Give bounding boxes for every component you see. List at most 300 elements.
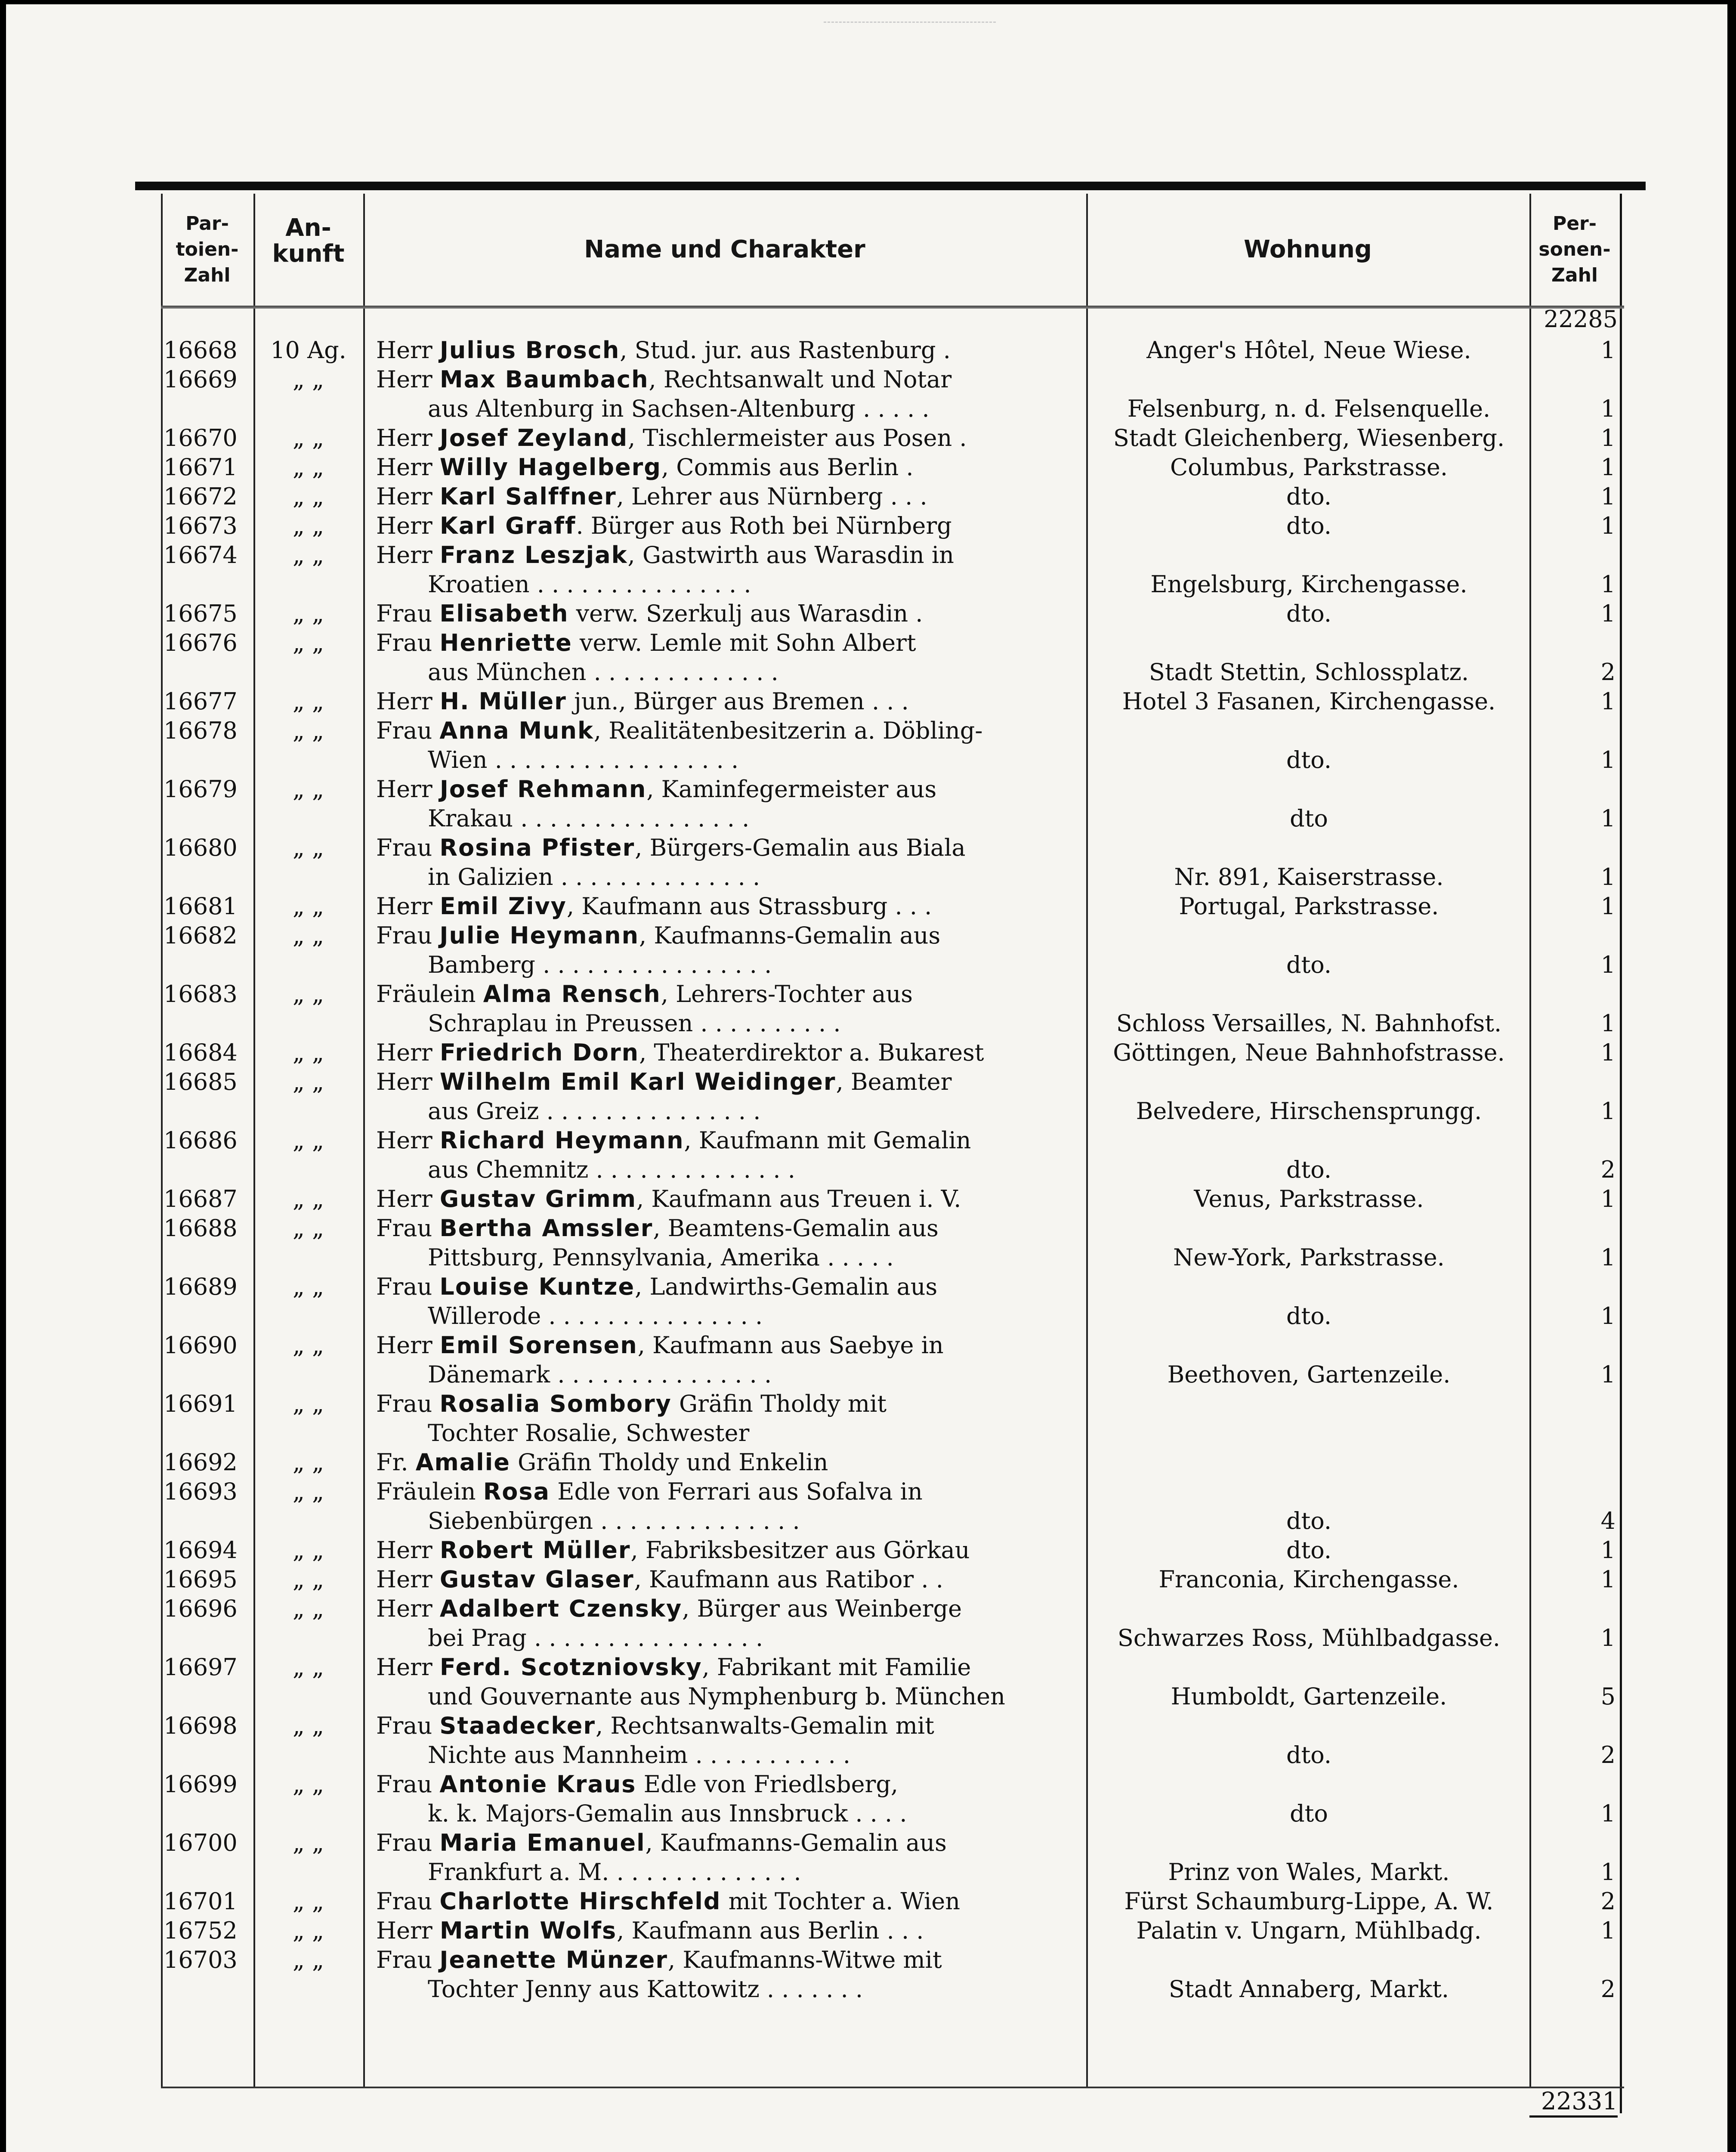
person-count: 1 bbox=[1600, 424, 1616, 451]
arrival-date: „ „ bbox=[292, 454, 324, 481]
name-line-1 bbox=[376, 424, 1086, 453]
name-line-1 bbox=[376, 1331, 1086, 1360]
title: Herr bbox=[376, 1332, 440, 1359]
entry-number: 16700 bbox=[164, 1829, 238, 1856]
title: Herr bbox=[376, 1039, 440, 1066]
table-row bbox=[161, 1565, 1641, 1594]
description: , Tischlermeister aus Posen . bbox=[628, 424, 967, 451]
entry-number: 16703 bbox=[164, 1946, 238, 1973]
description: Gräfin Tholdy mit bbox=[671, 1390, 887, 1417]
table-row bbox=[161, 1067, 1641, 1126]
description: , Kaufmanns-Gemalin aus bbox=[639, 922, 941, 949]
entry-number: 16671 bbox=[164, 454, 238, 481]
table-row bbox=[161, 1653, 1641, 1711]
description: , Kaminfegermeister aus bbox=[646, 776, 937, 803]
name-and-character bbox=[363, 1536, 1086, 1565]
entry-number: 16693 bbox=[164, 1478, 238, 1505]
lodging: Stadt Annaberg, Markt. bbox=[1168, 1976, 1449, 2003]
lodging: dto bbox=[1290, 1800, 1328, 1827]
title: Frau bbox=[376, 1829, 440, 1856]
person-count: 1 bbox=[1600, 893, 1616, 920]
person-count: 5 bbox=[1600, 1683, 1616, 1710]
entry-number: 16681 bbox=[164, 893, 238, 920]
name-line-2: und Gouvernante aus Nymphenburg b. München bbox=[428, 1683, 1005, 1710]
arrival-date: „ „ bbox=[292, 1332, 324, 1359]
description: , Rechtsanwalts-Gemalin mit bbox=[596, 1712, 934, 1739]
arrival-date: „ „ bbox=[292, 600, 324, 627]
arrival-date: „ „ bbox=[292, 1273, 324, 1300]
name-and-character bbox=[363, 1916, 1086, 1945]
arrival-date: „ „ bbox=[292, 1390, 324, 1417]
guest-name: Julius Brosch bbox=[439, 337, 620, 364]
table-row bbox=[161, 1887, 1641, 1916]
name-and-character bbox=[363, 1887, 1086, 1916]
lodging: dto. bbox=[1286, 746, 1331, 773]
register-page bbox=[6, 4, 1727, 2152]
name-and-character bbox=[363, 1565, 1086, 1594]
name-and-character bbox=[363, 1067, 1086, 1126]
entry-number: 16679 bbox=[164, 776, 238, 803]
description: , Kaufmann aus Saebye in bbox=[637, 1332, 944, 1359]
description: jun., Bürger aus Bremen . . . bbox=[566, 688, 909, 715]
table-row bbox=[161, 775, 1641, 833]
description: , Kaufmanns-Witwe mit bbox=[668, 1946, 942, 1973]
name-line-1 bbox=[376, 365, 1086, 394]
name-and-character bbox=[363, 1214, 1086, 1272]
entry-number: 16694 bbox=[164, 1537, 238, 1564]
table-row bbox=[161, 1770, 1641, 1828]
name-and-character bbox=[363, 628, 1086, 687]
lodging: Nr. 891, Kaiserstrasse. bbox=[1174, 863, 1444, 890]
name-and-character bbox=[363, 716, 1086, 775]
lodging: dto. bbox=[1286, 1507, 1331, 1534]
guest-name: Jeanette Münzer bbox=[439, 1946, 668, 1973]
person-count: 1 bbox=[1600, 483, 1616, 510]
name-line-2: aus Greiz . . . . . . . . . . . . . . . bbox=[428, 1098, 761, 1125]
title: Fr. bbox=[376, 1449, 416, 1476]
name-line-1 bbox=[376, 1887, 1086, 1916]
person-count: 1 bbox=[1600, 395, 1616, 422]
name-line-2: bei Prag . . . . . . . . . . . . . . . . bbox=[428, 1624, 763, 1651]
lodging: dto. bbox=[1286, 1537, 1331, 1564]
name-line-2: Dänemark . . . . . . . . . . . . . . . bbox=[428, 1361, 772, 1388]
title: Herr bbox=[376, 1127, 440, 1154]
guest-name: Alma Rensch bbox=[483, 980, 661, 1008]
arrival-date: „ „ bbox=[292, 922, 324, 949]
arrival-date: „ „ bbox=[292, 1537, 324, 1564]
arrival-date: „ „ bbox=[292, 980, 324, 1008]
table-row bbox=[161, 1448, 1641, 1477]
entry-number: 16688 bbox=[164, 1215, 238, 1242]
name-and-character bbox=[363, 775, 1086, 833]
description: , Kaufmann aus Strassburg . . . bbox=[566, 893, 932, 920]
entry-number: 16674 bbox=[164, 541, 238, 569]
table-row bbox=[161, 453, 1641, 482]
entry-number: 16699 bbox=[164, 1771, 238, 1798]
entry-number: 16698 bbox=[164, 1712, 238, 1739]
title: Herr bbox=[376, 1595, 440, 1622]
arrival-date: „ „ bbox=[292, 1654, 324, 1681]
description: , Kaufmann aus Berlin . . . bbox=[617, 1917, 924, 1944]
guest-name: Antonie Kraus bbox=[439, 1771, 636, 1798]
table-row bbox=[161, 599, 1641, 628]
table-row bbox=[161, 482, 1641, 511]
name-line-2: aus Chemnitz . . . . . . . . . . . . . . bbox=[428, 1156, 795, 1183]
name-line-1 bbox=[376, 541, 1086, 570]
name-and-character bbox=[363, 1477, 1086, 1536]
guest-name: Bertha Amssler bbox=[439, 1215, 653, 1242]
guest-name: Staadecker bbox=[439, 1712, 596, 1739]
person-count: 1 bbox=[1600, 951, 1616, 978]
lodging: dto. bbox=[1286, 951, 1331, 978]
lodging: Portugal, Parkstrasse. bbox=[1179, 893, 1439, 920]
title: Herr bbox=[376, 454, 440, 481]
person-count: 2 bbox=[1600, 1156, 1616, 1183]
guest-name: Amalie bbox=[415, 1449, 510, 1476]
arrival-date: 10 Ag. bbox=[270, 337, 346, 364]
header-personen-zahl: Per- sonen- Zahl bbox=[1538, 213, 1611, 286]
entry-number: 16685 bbox=[164, 1068, 238, 1095]
table-row bbox=[161, 833, 1641, 892]
name-and-character bbox=[363, 980, 1086, 1038]
table-row bbox=[161, 1594, 1641, 1653]
arrival-date: „ „ bbox=[292, 1478, 324, 1505]
name-and-character bbox=[363, 1389, 1086, 1448]
table-row bbox=[161, 365, 1641, 424]
name-and-character bbox=[363, 482, 1086, 511]
name-line-1 bbox=[376, 511, 1086, 541]
guest-name: Wilhelm Emil Karl Weidinger bbox=[439, 1068, 836, 1095]
description: , Beamtens-Gemalin aus bbox=[653, 1215, 939, 1242]
name-and-character bbox=[363, 1448, 1086, 1477]
name-line-2: Siebenbürgen . . . . . . . . . . . . . . bbox=[428, 1507, 800, 1534]
entry-number: 16696 bbox=[164, 1595, 238, 1622]
entry-number: 16675 bbox=[164, 600, 238, 627]
arrival-date: „ „ bbox=[292, 834, 324, 861]
table-row bbox=[161, 1711, 1641, 1770]
guest-name: Louise Kuntze bbox=[439, 1273, 635, 1300]
guest-name: Anna Munk bbox=[439, 717, 594, 744]
table-row bbox=[161, 1477, 1641, 1536]
lodging: dto. bbox=[1286, 1741, 1331, 1769]
lodging: dto bbox=[1290, 805, 1328, 832]
table-row bbox=[161, 1389, 1641, 1448]
lodging: Stadt Stettin, Schlossplatz. bbox=[1149, 659, 1469, 686]
arrival-date: „ „ bbox=[292, 1449, 324, 1476]
name-line-1 bbox=[376, 1565, 1086, 1594]
name-and-character bbox=[363, 365, 1086, 424]
guest-name: Richard Heymann bbox=[439, 1127, 684, 1154]
name-line-1 bbox=[376, 1272, 1086, 1302]
name-line-1 bbox=[376, 980, 1086, 1009]
description: , Realitätenbesitzerin a. Döbling- bbox=[593, 717, 983, 744]
table-row bbox=[161, 1916, 1641, 1945]
name-and-character bbox=[363, 1126, 1086, 1184]
lodging: Belvedere, Hirschensprungg. bbox=[1136, 1098, 1482, 1125]
name-line-1 bbox=[376, 1711, 1086, 1741]
entry-number: 16701 bbox=[164, 1888, 238, 1915]
title: Herr bbox=[376, 1185, 440, 1212]
name-and-character bbox=[363, 1184, 1086, 1214]
title: Frau bbox=[376, 1771, 440, 1798]
guest-name: Rosa bbox=[483, 1478, 550, 1505]
title: Herr bbox=[376, 424, 440, 451]
person-count: 1 bbox=[1600, 337, 1616, 364]
name-and-character bbox=[363, 1828, 1086, 1887]
name-line-1 bbox=[376, 775, 1086, 804]
person-count: 1 bbox=[1600, 1537, 1616, 1564]
lodging: Columbus, Parkstrasse. bbox=[1170, 454, 1448, 481]
description: , Commis aus Berlin . bbox=[661, 454, 914, 481]
guest-name: Rosalia Sombory bbox=[439, 1390, 672, 1417]
name-line-2: Bamberg . . . . . . . . . . . . . . . . bbox=[428, 951, 772, 978]
arrival-date: „ „ bbox=[292, 1946, 324, 1973]
lodging: Felsenburg, n. d. Felsenquelle. bbox=[1127, 395, 1491, 422]
name-and-character bbox=[363, 833, 1086, 892]
name-line-1 bbox=[376, 892, 1086, 921]
description: , Gastwirth aus Warasdin in bbox=[627, 541, 954, 569]
entry-number: 16672 bbox=[164, 483, 238, 510]
description: , Theaterdirektor a. Bukarest bbox=[639, 1039, 984, 1066]
name-line-1 bbox=[376, 1945, 1086, 1975]
description: , Fabrikant mit Familie bbox=[702, 1654, 971, 1681]
description: Edle von Friedlsberg, bbox=[636, 1771, 899, 1798]
name-line-1 bbox=[376, 1536, 1086, 1565]
lodging: Prinz von Wales, Markt. bbox=[1168, 1858, 1450, 1886]
description: Gräfin Tholdy und Enkelin bbox=[510, 1449, 828, 1476]
title: Fräulein bbox=[376, 980, 483, 1008]
table-row bbox=[161, 921, 1641, 980]
guest-name: Friedrich Dorn bbox=[439, 1039, 639, 1066]
title: Frau bbox=[376, 834, 440, 861]
name-and-character bbox=[363, 511, 1086, 541]
guest-name: Karl Salffner bbox=[439, 483, 617, 510]
arrival-date: „ „ bbox=[292, 1712, 324, 1739]
name-line-2: in Galizien . . . . . . . . . . . . . . bbox=[428, 863, 760, 890]
arrival-date: „ „ bbox=[292, 1039, 324, 1066]
guest-name: Maria Emanuel bbox=[439, 1829, 646, 1856]
lodging: New-York, Parkstrasse. bbox=[1173, 1244, 1445, 1271]
entry-number: 16682 bbox=[164, 922, 238, 949]
name-and-character bbox=[363, 1653, 1086, 1711]
header-ankunft: An- kunft bbox=[272, 214, 345, 268]
entry-number: 16690 bbox=[164, 1332, 238, 1359]
table-row bbox=[161, 1038, 1641, 1067]
guest-name: H. Müller bbox=[439, 688, 567, 715]
entry-number: 16687 bbox=[164, 1185, 238, 1212]
name-and-character bbox=[363, 687, 1086, 716]
name-and-character bbox=[363, 921, 1086, 980]
person-count: 1 bbox=[1600, 1858, 1616, 1886]
arrival-date: „ „ bbox=[292, 512, 324, 539]
header-partoien-zahl: Par- toien- Zahl bbox=[176, 213, 239, 286]
person-count: 4 bbox=[1600, 1507, 1616, 1534]
arrival-date: „ „ bbox=[292, 541, 324, 569]
title: Herr bbox=[376, 776, 440, 803]
name-and-character bbox=[363, 1711, 1086, 1770]
name-line-2: Tochter Rosalie, Schwester bbox=[428, 1419, 750, 1447]
title: Frau bbox=[376, 600, 440, 627]
guest-name: Henriette bbox=[439, 629, 572, 656]
name-line-1 bbox=[376, 833, 1086, 863]
lodging: Schwarzes Ross, Mühlbadgasse. bbox=[1117, 1624, 1501, 1651]
name-line-2: Wien . . . . . . . . . . . . . . . . . bbox=[428, 746, 739, 773]
name-and-character bbox=[363, 892, 1086, 921]
lodging: dto. bbox=[1286, 512, 1331, 539]
entry-list bbox=[161, 336, 1641, 2004]
name-line-1 bbox=[376, 1184, 1086, 1214]
table-row bbox=[161, 892, 1641, 921]
name-and-character bbox=[363, 1331, 1086, 1389]
title: Herr bbox=[376, 366, 440, 393]
arrival-date: „ „ bbox=[292, 1068, 324, 1095]
name-line-2: k. k. Majors-Gemalin aus Innsbruck . . . . bbox=[428, 1800, 907, 1827]
description: , Kaufmann aus Ratibor . . bbox=[634, 1566, 943, 1593]
lodging: Göttingen, Neue Bahnhofstrasse. bbox=[1113, 1039, 1505, 1066]
entry-number: 16680 bbox=[164, 834, 238, 861]
name-line-2: Frankfurt a. M. . . . . . . . . . . . . . bbox=[428, 1858, 801, 1886]
lodging: Hotel 3 Fasanen, Kirchengasse. bbox=[1122, 688, 1496, 715]
arrival-date: „ „ bbox=[292, 1185, 324, 1212]
entry-number: 16691 bbox=[164, 1390, 238, 1417]
guest-name: Gustav Glaser bbox=[439, 1566, 634, 1593]
name-line-2: Willerode . . . . . . . . . . . . . . . bbox=[428, 1302, 763, 1330]
lodging: Fürst Schaumburg-Lippe, A. W. bbox=[1124, 1888, 1494, 1915]
header-rule bbox=[161, 306, 1624, 309]
name-line-2: Tochter Jenny aus Kattowitz . . . . . . . bbox=[428, 1976, 863, 2003]
name-and-character bbox=[363, 1272, 1086, 1331]
guest-name: Julie Heymann bbox=[439, 922, 639, 949]
person-count: 1 bbox=[1600, 571, 1616, 598]
name-and-character bbox=[363, 1038, 1086, 1067]
table-row bbox=[161, 687, 1641, 716]
guest-name: Max Baumbach bbox=[439, 366, 649, 393]
table-row bbox=[161, 541, 1641, 599]
name-line-1 bbox=[376, 1214, 1086, 1243]
person-count: 1 bbox=[1600, 600, 1616, 627]
arrival-date: „ „ bbox=[292, 717, 324, 744]
table-row bbox=[161, 336, 1641, 365]
description: , Beamter bbox=[836, 1068, 952, 1095]
person-count: 1 bbox=[1600, 1010, 1616, 1037]
description: verw. Lemle mit Sohn Albert bbox=[572, 629, 916, 656]
lodging: Stadt Gleichenberg, Wiesenberg. bbox=[1113, 424, 1505, 451]
lodging: dto. bbox=[1286, 483, 1331, 510]
table-row bbox=[161, 424, 1641, 453]
arrival-date: „ „ bbox=[292, 688, 324, 715]
entry-number: 16670 bbox=[164, 424, 238, 451]
title: Herr bbox=[376, 1537, 440, 1564]
guest-name: Josef Rehmann bbox=[439, 776, 647, 803]
header-name-und-charakter: Name und Charakter bbox=[584, 235, 865, 263]
guest-name: Martin Wolfs bbox=[439, 1917, 617, 1944]
title: Herr bbox=[376, 1566, 440, 1593]
person-count: 1 bbox=[1600, 863, 1616, 890]
table-row bbox=[161, 1184, 1641, 1214]
lodging: Beethoven, Gartenzeile. bbox=[1167, 1361, 1451, 1388]
person-count: 1 bbox=[1600, 1566, 1616, 1593]
table-row bbox=[161, 1945, 1641, 2004]
lodging: Humboldt, Gartenzeile. bbox=[1171, 1683, 1447, 1710]
person-count: 1 bbox=[1600, 1039, 1616, 1066]
arrival-date: „ „ bbox=[292, 1215, 324, 1242]
name-line-2: Schraplau in Preussen . . . . . . . . . . bbox=[428, 1010, 841, 1037]
guest-name: Josef Zeyland bbox=[439, 424, 628, 451]
name-line-1 bbox=[376, 628, 1086, 658]
person-count: 1 bbox=[1600, 1917, 1616, 1944]
entry-number: 16676 bbox=[164, 629, 238, 656]
title: Frau bbox=[376, 1215, 440, 1242]
title: Fräulein bbox=[376, 1478, 483, 1505]
arrival-date: „ „ bbox=[292, 776, 324, 803]
name-line-1 bbox=[376, 336, 1086, 365]
lodging: dto. bbox=[1286, 600, 1331, 627]
table-row bbox=[161, 511, 1641, 541]
name-line-1 bbox=[376, 1126, 1086, 1155]
name-line-1 bbox=[376, 1770, 1086, 1799]
name-line-1 bbox=[376, 453, 1086, 482]
description: , Rechtsanwalt und Notar bbox=[649, 366, 952, 393]
entry-number: 16669 bbox=[164, 366, 238, 393]
lodging: Anger's Hôtel, Neue Wiese. bbox=[1146, 337, 1471, 364]
name-line-1 bbox=[376, 1594, 1086, 1623]
person-count: 1 bbox=[1600, 688, 1616, 715]
header-wohnung: Wohnung bbox=[1244, 235, 1372, 263]
guest-name: Robert Müller bbox=[439, 1537, 631, 1564]
arrival-date: „ „ bbox=[292, 1888, 324, 1915]
page-fold-mark bbox=[824, 4, 996, 23]
name-and-character bbox=[363, 453, 1086, 482]
entry-number: 16673 bbox=[164, 512, 238, 539]
entry-number: 16697 bbox=[164, 1654, 238, 1681]
table-row bbox=[161, 1214, 1641, 1272]
title: Herr bbox=[376, 1917, 440, 1944]
name-and-character bbox=[363, 599, 1086, 628]
name-line-2: Kroatien . . . . . . . . . . . . . . . bbox=[428, 571, 751, 598]
person-count: 1 bbox=[1600, 1185, 1616, 1212]
name-line-1 bbox=[376, 716, 1086, 745]
guest-name: Franz Leszjak bbox=[439, 541, 628, 569]
carried-total: 22285 bbox=[1544, 306, 1618, 333]
name-line-2: Pittsburg, Pennsylvania, Amerika . . . . . bbox=[428, 1244, 894, 1271]
name-line-2: aus München . . . . . . . . . . . . . bbox=[428, 659, 778, 686]
name-and-character bbox=[363, 1770, 1086, 1828]
entry-number: 16692 bbox=[164, 1449, 238, 1476]
guest-name: Ferd. Scotzniovsky bbox=[439, 1654, 702, 1681]
table-row bbox=[161, 628, 1641, 687]
guest-name: Rosina Pfister bbox=[439, 834, 635, 861]
table-row bbox=[161, 980, 1641, 1038]
arrival-date: „ „ bbox=[292, 1771, 324, 1798]
person-count: 1 bbox=[1600, 1244, 1616, 1271]
title: Herr bbox=[376, 483, 440, 510]
arrival-date: „ „ bbox=[292, 1595, 324, 1622]
description: verw. Szerkulj aus Warasdin . bbox=[568, 600, 923, 627]
entry-number: 16678 bbox=[164, 717, 238, 744]
entry-number: 16689 bbox=[164, 1273, 238, 1300]
entry-number: 16752 bbox=[164, 1917, 238, 1944]
arrival-date: „ „ bbox=[292, 366, 324, 393]
lodging: dto. bbox=[1286, 1302, 1331, 1330]
name-and-character bbox=[363, 541, 1086, 599]
person-count: 1 bbox=[1600, 805, 1616, 832]
guest-name: Charlotte Hirschfeld bbox=[439, 1888, 721, 1915]
table-row bbox=[161, 716, 1641, 775]
person-count: 1 bbox=[1600, 512, 1616, 539]
arrival-date: „ „ bbox=[292, 1829, 324, 1856]
name-line-1 bbox=[376, 1477, 1086, 1506]
title: Frau bbox=[376, 1946, 440, 1973]
